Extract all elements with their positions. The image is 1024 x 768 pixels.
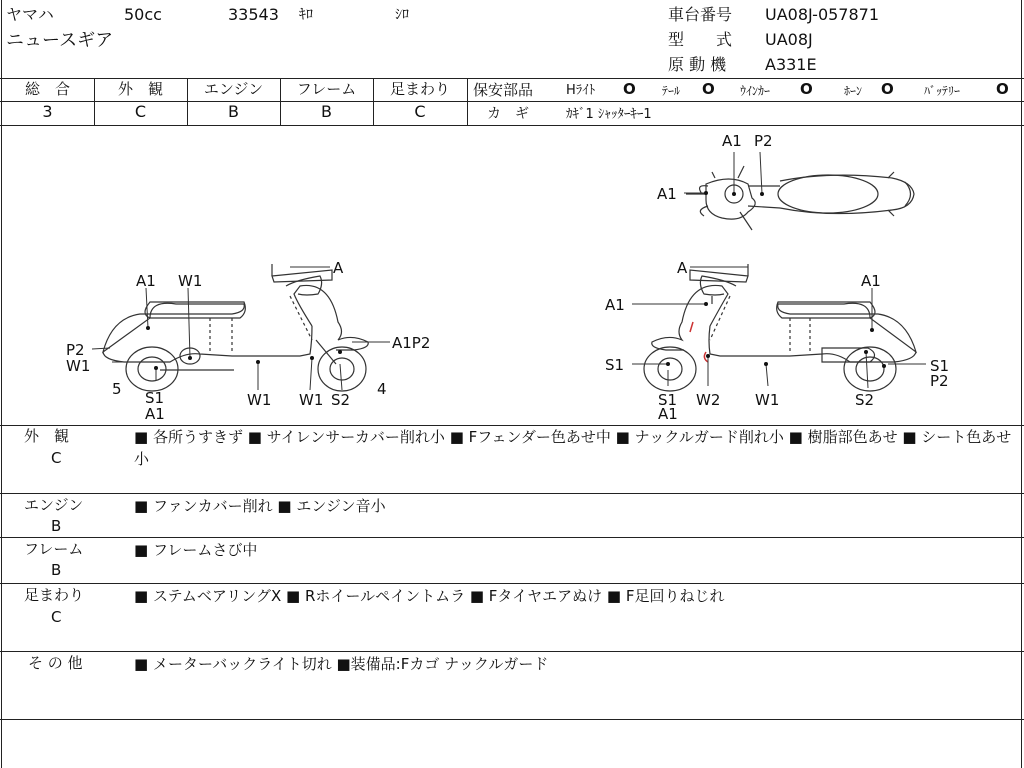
diagram-label-top-p2: P2 — [754, 132, 773, 150]
diagram-label-left-s1: S1 — [145, 389, 165, 407]
mileage-unit: ｷﾛ — [299, 7, 313, 23]
grade-engine-label: エンジン — [203, 80, 264, 98]
diagram-label-left-w1-b: W1 — [299, 391, 324, 409]
diagram-label-top-a1-left: A1 — [657, 185, 677, 203]
safety-item-tail: ﾃｰﾙ — [662, 84, 681, 98]
diagram-label-left-w1-top: W1 — [178, 272, 203, 290]
safety-item-headlight: Hﾗｲﾄ — [566, 83, 596, 98]
grade-suspension-label: 足まわり — [389, 80, 450, 98]
note-frame-category: フレーム — [24, 540, 84, 558]
safety-item-battery: ﾊﾞｯﾃﾘｰ — [924, 84, 961, 98]
diagram-label-right-s1-side: S1 — [930, 357, 950, 375]
diagram-label-right-a1-bottom: A1 — [658, 405, 678, 423]
safety-item-horn: ﾎｰﾝ — [844, 84, 863, 98]
note-other-category: そ の 他 — [28, 654, 83, 672]
note-suspension-category: 足まわり — [24, 586, 85, 604]
engine-label: 原 動 機 — [668, 55, 727, 74]
note-engine-text: ■ ファンカバー削れ ■ エンジン音小 — [134, 497, 386, 515]
diagram-label-right-w2: W2 — [696, 391, 721, 409]
note-engine-category: エンジン — [24, 496, 84, 514]
diagram-label-left-a1-top: A1 — [136, 272, 156, 290]
diagram-label-right-a1-top: A1 — [861, 272, 881, 290]
diagram-label-left-5: 5 — [112, 380, 122, 398]
divider — [467, 101, 1024, 102]
divider — [0, 537, 1024, 538]
safety-mark-battery: O — [996, 80, 1009, 98]
mileage: 33543 — [228, 5, 279, 24]
grade-overall-label: 総 合 — [24, 80, 70, 98]
divider — [0, 719, 1024, 720]
grade-exterior-value: C — [134, 102, 147, 121]
chassis-value: UA08J-057871 — [765, 5, 880, 24]
engine-value: A331E — [765, 55, 817, 74]
diagram-label-left-a1p2: A1P2 — [392, 334, 431, 352]
diagram-label-left-a: A — [333, 259, 344, 277]
maker: ヤマハ — [6, 5, 54, 24]
diagram-label-left-a1-bottom: A1 — [145, 405, 165, 423]
note-other-text: ■ メーターバックライト切れ ■装備品:Fカゴ ナックルガード — [134, 655, 549, 673]
chassis-label: 車台番号 — [668, 5, 733, 24]
diagram-label-left-s2: S2 — [331, 391, 351, 409]
diagram-label-right-s1-bottom: S1 — [658, 391, 678, 409]
diagram-label-left-p2: P2 — [66, 341, 85, 359]
diagram-label-right-s2: S2 — [855, 391, 875, 409]
grade-overall-value: 3 — [42, 102, 53, 121]
safety-mark-tail: O — [702, 80, 715, 98]
divider — [0, 583, 1024, 584]
safety-mark-headlight: O — [623, 80, 636, 98]
diagram-label-right-s1-left: S1 — [605, 356, 625, 374]
diagram-label-right-p2: P2 — [930, 372, 949, 390]
grade-suspension-value: C — [414, 102, 426, 121]
key-label: カ ギ — [487, 106, 529, 122]
note-exterior-grade: C — [51, 449, 62, 467]
safety-item-winker: ｳｲﾝｶｰ — [740, 84, 771, 98]
divider — [0, 493, 1024, 494]
note-frame-text: ■ フレームさび中 — [134, 541, 258, 559]
displacement: 50cc — [124, 5, 162, 24]
note-exterior-text: ■ 各所うすきず ■ サイレンサーカバー削れ小 ■ Fフェンダー色あせ中 ■ ナックルガード削れ小 ■ 樹脂部色あせ ■ シート色あせ小 — [134, 428, 1012, 468]
divider — [0, 651, 1024, 652]
note-exterior-category: 外 観 — [24, 427, 70, 445]
color: ｼﾛ — [395, 7, 409, 23]
grade-engine-value: B — [228, 102, 239, 121]
diagram-label-left-w1-a: W1 — [247, 391, 272, 409]
model-name: ニュースギア — [6, 30, 114, 51]
diagram-label-left-4: 4 — [377, 380, 387, 398]
diagram-label-right-w1: W1 — [755, 391, 780, 409]
type-value: UA08J — [765, 30, 813, 49]
note-engine-grade: B — [51, 517, 62, 535]
type-label: 型 式 — [668, 30, 733, 49]
key-value: ｶｷﾞ1 ｼｬｯﾀｰｷｰ1 — [566, 107, 652, 122]
grade-frame-label: フレーム — [296, 80, 357, 98]
divider — [467, 78, 468, 125]
scooter-diagrams — [0, 126, 1024, 425]
safety-label: 保安部品 — [473, 81, 534, 99]
diagram-label-right-a: A — [677, 259, 688, 277]
damage-mark — [690, 322, 708, 362]
safety-mark-winker: O — [800, 80, 813, 98]
diagram-label-right-a1-left: A1 — [605, 296, 625, 314]
diagram-label-left-w1-side: W1 — [66, 357, 91, 375]
grade-exterior-label: 外 観 — [117, 80, 163, 98]
divider — [0, 78, 1024, 79]
safety-mark-horn: O — [881, 80, 894, 98]
note-suspension-grade: C — [51, 608, 62, 626]
grade-frame-value: B — [321, 102, 332, 121]
note-frame-grade: B — [51, 561, 62, 579]
note-suspension-text: ■ ステムベアリングX ■ Rホイールペイントムラ ■ Fタイヤエアぬけ ■ F足回りねじれ — [134, 587, 725, 605]
diagram-label-top-a1: A1 — [722, 132, 742, 150]
